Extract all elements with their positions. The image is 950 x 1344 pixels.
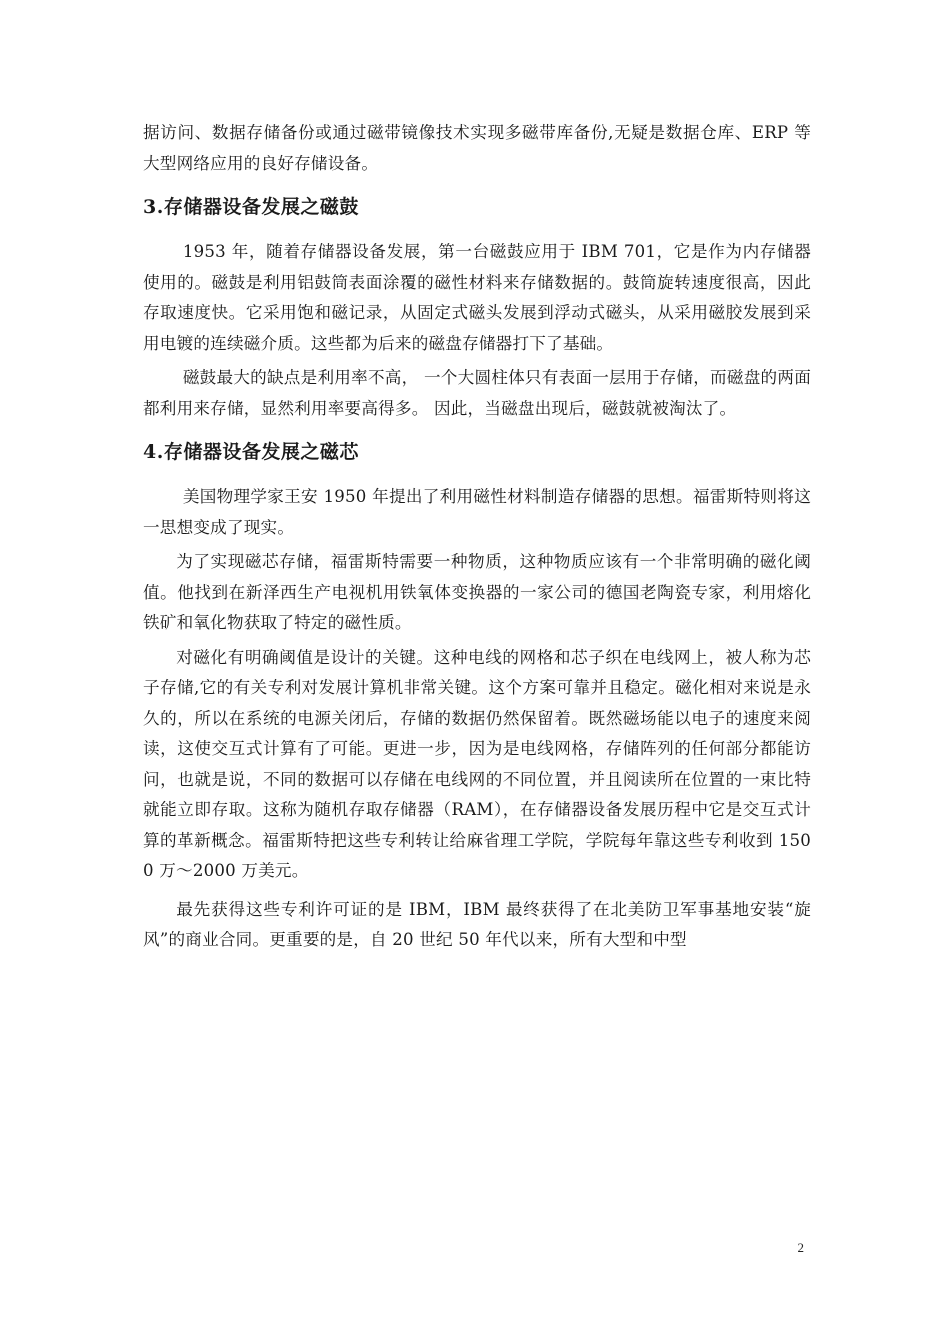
section-4-paragraph-2: 为了实现磁芯存储，福雷斯特需要一种物质，这种物质应该有一个非常明确的磁化阈值。他找到在新泽西生产电视机用铁氧体变换器的一家公司的德国老陶瓷专家，利用熔化铁矿和氧化物获取了特定的磁性质。 bbox=[143, 552, 811, 632]
section-3-paragraph-2: 磁鼓最大的缺点是利用率不高， 一个大圆柱体只有表面一层用于存储，而磁盘的两面都利用来存储，显然利用率要高得多。 因此，当磁盘出现后，磁鼓就被淘汰了。 bbox=[143, 368, 811, 418]
section-4-heading: 4.存储器设备发展之磁芯 bbox=[143, 441, 359, 463]
page-number: 2 bbox=[797, 1240, 804, 1255]
section-4-paragraph-1: 美国物理学家王安 1950 年提出了利用磁性材料制造存储器的思想。福雷斯特则将这一思想变成了现实。 bbox=[143, 487, 811, 537]
section-4-paragraph-4: 最先获得这些专利许可证的是 IBM，IBM 最终获得了在北美防卫军事基地安装“旋风”的商业合同。更重要的是，自 20 世纪 50 年代以来，所有大型和中型 bbox=[143, 899, 811, 949]
intro-paragraph: 据访问、数据存储备份或通过磁带镜像技术实现多磁带库备份,无疑是数据仓库、ERP 等大型网络应用的良好存储设备。 bbox=[143, 123, 811, 173]
section-4-paragraph-3: 对磁化有明确阈值是设计的关键。这种电线的网格和芯子织在电线网上，被人称为芯子存储,它的有关专利对发展计算机非常关键。这个方案可靠并且稳定。磁化相对来说是永久的，所以在系统的电源关闭后，存储的数据仍然保留着。既然磁场能以电子的速度来阅读，这使交互式计算有了可能。更进一步，因为是电线网格，存储阵列的任何部分都能访问，也就是说，不同的数据可以存储在电线网的不同位置，并且阅读所在位置的一束比特就能立即存取。这称为随机存取存储器（RAM），在存储器设备发展历程中它是交互式计算的革新概念。福雷斯特把这些专利转让给麻省理工学院，学院每年靠这些专利收到 1500 万～2000 万美元。 bbox=[143, 647, 811, 880]
document-body bbox=[143, 118, 811, 956]
section-3-heading: 3.存储器设备发展之磁鼓 bbox=[143, 196, 359, 218]
section-3-paragraph-1: 1953 年，随着存储器设备发展，第一台磁鼓应用于 IBM 701，它是作为内存储器使用的。磁鼓是利用铝鼓筒表面涂覆的磁性材料来存储数据的。鼓筒旋转速度很高，因此存取速度快。它采用饱和磁记录，从固定式磁头发展到浮动式磁头，从采用磁胶发展到采用电镀的连续磁介质。这些都为后来的磁盘存储器打下了基础。 bbox=[143, 242, 811, 353]
